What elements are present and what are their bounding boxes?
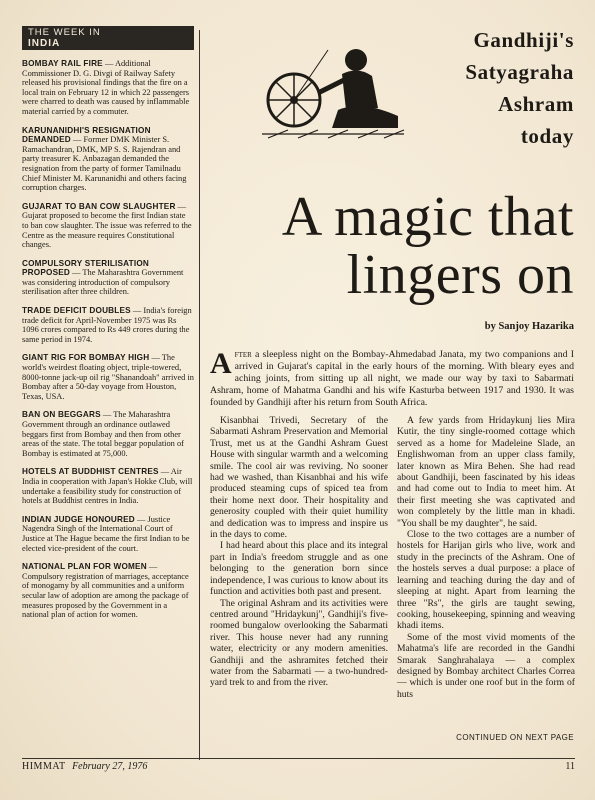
news-body: — The Maharashtra Government through an ordinance outlawed beggars first from Bombay and then from other areas of the state. The total beggar population of Bombay is estimated at 75,000. [22,410,184,458]
news-headline: TRADE DEFICIT DOUBLES [22,306,131,316]
paragraph: The original Ashram and its activities were centred around "Hridaykunj", Gandhiji's five-roomed bungalow overlooking the Sabarmati river. This house never had any running water, electricity or any modern amenities. Gandhiji and the ashramites fetched their water from the Sabarmati — a two-hundred-yard trek to and from the river. [210,597,388,689]
headline-line: lingers on [346,244,574,306]
gandhi-spinning-illustration [258,30,406,142]
feature-title-line: Gandhiji's [473,28,574,52]
news-body: — Justice Nagendra Singh of the International Court of Justice at The Hague became the first Indian to be elected vice-president of the court. [22,514,190,553]
news-headline: HOTELS AT BUDDHIST CENTRES [22,467,159,477]
news-item [22,562,194,620]
headline-line: A magic that [281,186,574,248]
article-column-left [210,415,388,689]
article-column-right [397,415,575,700]
byline: by Sanjoy Hazarika [484,321,574,332]
news-body: — Air India in cooperation with Japan's Hokke Club, will undertake a feasibility study for construction of hotels at Buddhist centres in India. [22,467,193,506]
news-list [22,59,194,620]
news-item [22,306,194,344]
feature-title-line: Satyagraha [465,60,574,84]
news-body: — The world's weirdest floating object, triple-towered, 8000-tonne jack-up oil rig "Shanandoah" arrived in Bombay after a 50-day voyage from Houston, Texas, USA. [22,353,194,401]
paragraph: Kisanbhai Trivedi, Secretary of the Sabarmati Ashram Preservation and Memorial Trust, met us at the Gandhi Ashram Guest House with singular warmth and a welcoming smile. The cool air was reviving. No sooner had we washed, than Kisanbhai and his wife produced steaming cups of spiced tea from their home next door. Their hospitality and generosity coupled with their quiet humility and dedication was to impress and inspire us in the days to come. [210,415,388,541]
news-headline: GIANT RIG FOR BOMBAY HIGH [22,353,150,363]
week-in-india-column [22,26,194,764]
news-headline: NATIONAL PLAN FOR WOMEN [22,562,147,572]
publication-name: HIMMAT [22,761,66,772]
news-headline: KARUNANIDHI'S RESIGNATION DEMANDED [22,125,151,145]
news-headline: BAN ON BEGGARS [22,410,101,420]
news-item [22,353,194,401]
paragraph: Close to the two cottages are a number of hostels for Harijan girls who live, work and study in the precincts of the Ashram. One of the hostels serves a dual purpose: a place of learning and teaching during the day and of sleeping at night. Apart from learning the three "Rs", the girls are taught sewing, cooking, housekeeping, spinning and weaving khadi items. [397,529,575,632]
news-item [22,59,194,117]
column-divider [199,30,200,760]
week-in-india-header [22,26,194,50]
news-headline: INDIAN JUDGE HONOURED [22,514,135,524]
news-item [22,515,194,553]
news-body: — Compulsory registration of marriages, acceptance of monogamy by all communities and a uniform secular law of adoption are among the package of measures proposed by the Government in a national plan of action for women. [22,562,189,620]
article-lede [210,349,574,409]
feature-title-line: Ashram [498,92,574,116]
footer-rule [22,758,575,759]
lede-smallcaps: fter [234,349,252,360]
feature-title-line: today [520,124,574,148]
continued-link[interactable]: CONTINUED ON NEXT PAGE [456,733,574,742]
news-item [22,202,194,250]
drop-cap: A [210,347,232,380]
issue-date: February 27, 1976 [72,761,148,772]
news-body: — Additional Commissioner D. G. Divgi of Railway Safety released his provisional findings that the fire on a local train on February 12 in which 22 passengers were charred to death was caused by inflammable material carried by a commuter. [22,59,190,116]
news-item [22,126,194,193]
news-headline: BOMBAY RAIL FIRE [22,59,103,68]
news-body: — India's foreign trade deficit for April-November 1975 was Rs 1096 crores compared to Rs 449 crores during the same period in 1974. [22,306,192,344]
week-header-line2: INDIA [28,38,61,49]
news-body: — Former DMK Minister S. Ramachandran, DMK, MP S. S. Rajendran and party treasurer K. Anbazagan demanded the resignation from the party of former Tamilnadu Chief Minister M. Karunanidhi and others facing corruption charges. [22,135,187,193]
lede-text: a sleepless night on the Bombay-Ahmedabad Janata, my two companions and I arrived in Gujarat's capital in the early hours of the morning. With bleary eyes and aching joints, from sitting up all night, we made our way by taxi to Sabarmati Ashram, home of Mahatma Gandhi and his wife Kasturba between 1917 and 1930. It was founded by Gandhiji after his return from South Africa. [210,349,574,408]
news-body: — The Maharashtra Government was considering introduction of compulsory sterilisation after three children. [22,268,184,297]
paragraph: I had heard about this place and its integral part in India's freedom struggle and as one belonging to the generation born since independence, I was curious to know about its function and activities both past and present. [210,540,388,598]
paragraph: Some of the most vivid moments of the Mahatma's life are recorded in the Gandhi Smarak Sanghrahalaya — a complex designed by Bombay architect Charles Correa — which is under one roof but in the form of huts [397,631,575,700]
news-item [22,410,194,458]
news-item [22,259,194,297]
news-headline: GUJARAT TO BAN COW SLAUGHTER [22,201,176,211]
news-item [22,467,194,505]
article-headline [226,188,574,304]
page-footer [22,761,575,772]
feature-title [418,24,574,152]
news-headline: COMPULSORY STERILISATION PROPOSED [22,258,150,278]
paragraph: A few yards from Hridaykunj lies Mira Kutir, the tiny single-roomed cottage which served as a home for Madeleine Slade, an Englishwoman from an upper class family, later known as Mira Behen. She had read about Gandhiji, been fascinated by his ideas and had come out to India to meet him. At their first meeting she was captivated and won completely by the little man in khadi. "You shall be my daughter", he said. [397,415,575,529]
news-body: — Gujarat proposed to become the first Indian state to ban cow slaughter. The issue was referred to the Centre as the measure requires Constitutional changes. [22,201,192,250]
page-number: 11 [565,761,575,772]
week-header-line1: THE WEEK IN [28,27,101,38]
